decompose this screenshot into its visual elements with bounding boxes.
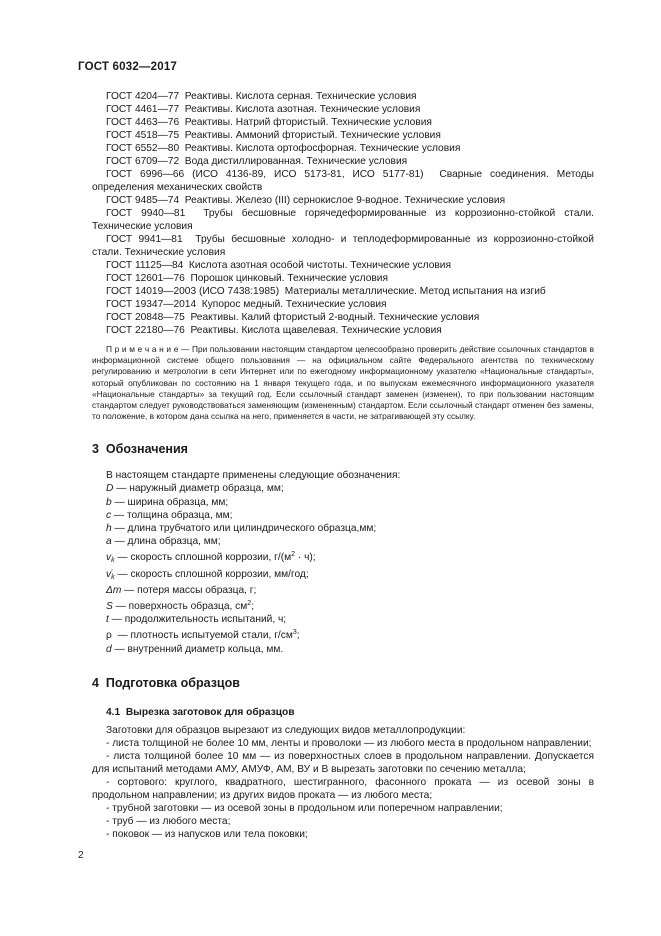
reference-item: ГОСТ 22180—76 Реактивы. Кислота щавелевая. Технические условия: [106, 325, 442, 336]
normative-references-list: [92, 90, 597, 337]
symbol-letter: S: [106, 601, 113, 613]
symbol-letter-group: [106, 569, 111, 580]
symbol-definition: — поверхность образца, см: [112, 601, 248, 613]
symbol-letter: ρ: [106, 630, 112, 642]
symbol-definition: — внутренний диаметр кольца, мм.: [111, 643, 284, 655]
paragraph: Заготовки для образцов вырезают из следующих видов металлопродукции:: [106, 724, 466, 736]
paragraph: - трубной заготовки — из осевой зоны в продольном или поперечном направлении;: [106, 802, 503, 814]
symbol-item-S: [92, 597, 594, 613]
symbol-letter: a: [106, 536, 112, 548]
symbol-item-a: [92, 535, 594, 548]
symbol-superscript: 3: [292, 629, 297, 637]
reference-item: ГОСТ 4204—77 Реактивы. Кислота серная. Технические условия: [106, 91, 417, 102]
section-3-heading: 3 Обозначения: [92, 442, 188, 457]
reference-item: ГОСТ 19347—2014 Купорос медный. Технические условия: [106, 299, 387, 310]
symbol-subscript: k: [111, 573, 115, 581]
reference-item: ГОСТ 4463—76 Реактивы. Натрий фтористый. Технические условия: [106, 117, 432, 128]
symbol-definition: — длина образца, мм;: [111, 536, 221, 548]
section-4-heading: 4 Подготовка образцов: [92, 675, 240, 690]
section-4-body: [92, 724, 597, 841]
symbol-definition: — плотность испытуемой стали, г/см: [111, 630, 293, 642]
symbol-item-vk: [92, 548, 594, 567]
symbol-item-vk-prime: [92, 568, 594, 584]
symbol-definition: — длина трубчатого или цилиндрического образца,мм;: [111, 523, 377, 535]
symbol-item-t: [92, 613, 594, 626]
page-number: 2: [78, 850, 84, 861]
symbols-list: [92, 482, 594, 655]
symbol-definition-tail: ;: [251, 601, 255, 613]
reference-item: ГОСТ 6552—80 Реактивы. Кислота ортофосфорная. Технические условия: [106, 143, 461, 154]
symbol-item-b: [92, 496, 594, 509]
symbol-letter: t: [106, 614, 109, 626]
paragraph: - труб — из любого места;: [106, 815, 231, 827]
references-note: П р и м е ч а н и е — При пользовании настоящим стандартом целесообразно проверить действие ссылочных стандартов в информационной системе общего пользования — на официальном сайте Федерального агентства по техническому регулированию и метрологии в сети Интернет или по ежегодному информационному указателю «Национальные стандарты», который опубликован по состоянию на 1 января текущего года, и по выпускам ежемесячного информационного указателя «Национальные стандарты» за текущий год. Если ссылочный стандарт заменен (изменен), то при пользовании настоящим стандартом следует руководствоваться заменяющим (измененным) стандартом. Если ссылочный стандарт отменен без замены, то положение, в котором дана ссылка на него, применяется в части, не затрагивающей эту ссылку.: [92, 344, 597, 422]
page-content: [92, 90, 597, 841]
symbol-definition: — скорость сплошной коррозии, мм/год;: [114, 568, 309, 580]
reference-item: ГОСТ 4461—77 Реактивы. Кислота азотная. Технические условия: [106, 104, 421, 115]
reference-item: ГОСТ 9485—74 Реактивы. Железо (III) сернокислое 9-водное. Технические условия: [106, 195, 506, 206]
symbol-definition: — наружный диаметр образца, мм;: [113, 483, 284, 495]
paragraph: - листа толщиной более 10 мм — из поверхностных слоев в продольном направлении. Допускается для испытаний методами АМУ, АМУФ, АМ, ВУ и В вырезать заготовки по сечению металла;: [92, 750, 597, 775]
symbol-definition: — толщина образца, мм;: [111, 509, 233, 521]
symbol-letter: D: [106, 483, 114, 495]
reference-item: ГОСТ 20848—75 Реактивы. Калий фтористый 2-водный. Технические условия: [106, 312, 480, 323]
symbol-definition: — скорость сплошной коррозии, г/(м: [114, 552, 292, 564]
symbol-superscript: 2: [247, 600, 252, 608]
symbol-prime: ′: [111, 568, 113, 576]
reference-item: ГОСТ 9940—81 Трубы бесшовные горячедеформированные из коррозионно-стойкой стали. Технические условия: [92, 208, 597, 232]
symbol-letter: d: [106, 643, 112, 655]
symbol-definition: — потеря массы образца, г;: [121, 584, 257, 596]
symbol-letter: b: [106, 496, 112, 508]
reference-item: ГОСТ 4518—75 Реактивы. Аммоний фтористый. Технические условия: [106, 130, 441, 141]
symbol-subscript: k: [111, 557, 115, 565]
symbol-item-rho: [92, 626, 594, 642]
symbol-letter: v: [106, 552, 112, 564]
reference-item: ГОСТ 6709—72 Вода дистиллированная. Технические условия: [106, 156, 408, 167]
reference-item: ГОСТ 9941—81 Трубы бесшовные холодно- и теплодеформированные из коррозионно-стойкой стали. Технические условия: [92, 234, 597, 258]
symbol-definition-tail: · ч);: [295, 552, 316, 564]
symbol-item-d: [92, 643, 594, 656]
symbol-item-c: [92, 509, 594, 522]
subsection-4-1-heading: 4.1 Вырезка заготовок для образцов: [106, 706, 295, 718]
reference-item: ГОСТ 11125—84 Кислота азотная особой чистоты. Технические условия: [106, 260, 451, 271]
reference-item: ГОСТ 6996—66 (ИСО 4136-89, ИСО 5173-81, ИСО 5177-81) Сварные соединения. Методы определения механических свойств: [92, 169, 597, 193]
symbol-definition: — ширина образца, мм;: [111, 496, 229, 508]
symbol-letter: h: [106, 523, 112, 535]
symbol-item-dm: [92, 584, 594, 597]
reference-item: ГОСТ 14019—2003 (ИСО 7438:1985) Материалы металлические. Метод испытания на изгиб: [106, 286, 546, 297]
symbol-definition: — продолжительность испытаний, ч;: [108, 614, 287, 626]
symbol-item-h: [92, 522, 594, 535]
symbol-item-D: [92, 482, 594, 495]
symbol-superscript: 2: [291, 551, 296, 559]
paragraph: - листа толщиной не более 10 мм, ленты и проволоки — из любого места в продольном направлении;: [106, 737, 592, 749]
symbol-letter: v: [106, 568, 112, 580]
paragraph: - сортового: круглого, квадратного, шестигранного, фасонного проката — из осевой зоны в продольном направлении; из других видов проката — из любого места;: [92, 776, 597, 801]
paragraph: - поковок — из напусков или тела поковки;: [106, 828, 308, 840]
section-3-intro: В настоящем стандарте применены следующие обозначения:: [106, 470, 401, 482]
page-header: ГОСТ 6032—2017: [78, 61, 178, 73]
symbol-definition-tail: ;: [296, 630, 300, 642]
symbol-letter: Δm: [106, 584, 122, 596]
symbol-letter: c: [106, 509, 112, 521]
reference-item: ГОСТ 12601—76 Порошок цинковый. Технические условия: [106, 273, 388, 284]
